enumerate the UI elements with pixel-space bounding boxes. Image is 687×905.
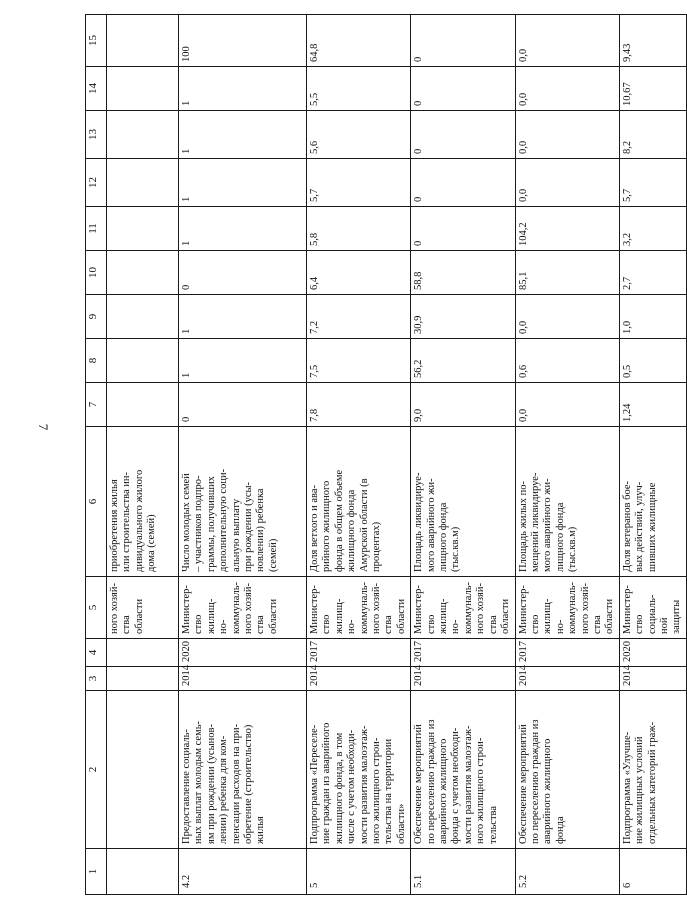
table-cell: 56,2 [411,339,515,383]
table-cell: Министер- ство жилищ- но- коммуналь- ного хозяй- ства области [411,577,515,639]
table-cell: 0,0 [515,15,619,67]
table-cell: Подпрограмма «Переселе- ние граждан из аварийного жилищного фонда, в том числе с учетом необходи- мости развития малоэтаж- ного жилищного строи- тельства на территории области» [307,691,411,849]
table-cell: 2014 [179,667,307,691]
table-cell: 0,0 [515,383,619,427]
column-number-cell: 15 [86,15,107,67]
table-cell: 7,5 [307,339,411,383]
table-cell: 0,5 [619,339,686,383]
table-cell: Министер- ство социаль- ной защиты [619,577,686,639]
table-cell: 9,0 [411,383,515,427]
table-cell: 64,8 [307,15,411,67]
table-cell: 0 [411,15,515,67]
table-cell: 5,6 [307,111,411,159]
table-cell: 1 [179,111,307,159]
table-cell [107,691,179,849]
table-cell: 5.1 [411,849,515,895]
table-cell: 2014 [411,667,515,691]
table-cell: 0 [179,251,307,295]
table-cell: приобретения жилья или строительства ин- дивидуального жилого дома (семей) [107,427,179,577]
rotated-table-viewport [85,15,683,895]
column-number-cell: 3 [86,667,107,691]
table-cell: 0 [411,159,515,207]
table-cell: 4.2 [179,849,307,895]
table-cell: 9,43 [619,15,686,67]
table-cell: Предоставление социаль- ных выплат молодым семь- ям при рождении (усынов- лении) ребенка для ком- пенсации расходов на при- обретение (строительство) жилья [179,691,307,849]
table-cell: 100 [179,15,307,67]
table-cell: 1 [179,295,307,339]
table-cell: 0,0 [515,295,619,339]
table-cell: 1 [179,159,307,207]
program-indicators-table [85,14,687,895]
table-row [515,15,619,895]
column-number-cell: 2 [86,691,107,849]
column-number-cell: 9 [86,295,107,339]
table-cell: 5 [307,849,411,895]
table-cell [107,67,179,111]
table-cell [107,295,179,339]
table-row [107,15,179,895]
table-cell: Площадь жилых по- мещений ликвидируе- мого аварийного жи- лищного фонда (тыс.кв.м) [515,427,619,577]
table-cell: Площадь ликвидируе- мого аварийного жи- лищного фонда (тыс.кв.м) [411,427,515,577]
table-cell: 7,8 [307,383,411,427]
table-cell: 5,8 [307,207,411,251]
table-cell: Число молодых семей – участников подпро- граммы, получивших дополнительную соци- альную выплату при рождении (усы- новлении) ребенка (семей) [179,427,307,577]
table-cell: 1,24 [619,383,686,427]
table-cell: 6,4 [307,251,411,295]
table-cell [107,251,179,295]
table-cell: 2014 [619,667,686,691]
column-number-cell: 10 [86,251,107,295]
column-number-cell: 6 [86,427,107,577]
table-row [619,15,686,895]
table-cell: 5,7 [619,159,686,207]
table-cell: Доля ветхого и ава- рийного жилищного фонда в общем объеме жилищного фонда Амурской области (в процентах) [307,427,411,577]
table-cell: 0,0 [515,111,619,159]
table-cell: Подпрограмма «Улучше- ние жилищных условий отдельных категорий граж- [619,691,686,849]
table-row [307,15,411,895]
table-cell [107,639,179,667]
column-number-cell: 4 [86,639,107,667]
table-cell: 1,0 [619,295,686,339]
table-cell: 3,2 [619,207,686,251]
table-cell: 30,9 [411,295,515,339]
table-cell [107,849,179,895]
table-cell [107,15,179,67]
table-cell: Обеспечение мероприятий по переселению граждан из аварийного жилищного фонда [515,691,619,849]
table-cell [107,383,179,427]
table-row [179,15,307,895]
table-cell [107,159,179,207]
table-cell: 1 [179,207,307,251]
table-cell: Министер- ство жилищ- но- коммуналь- ного хозяй- ства области [307,577,411,639]
table-cell: 58,8 [411,251,515,295]
table-cell: 2020 [619,639,686,667]
table-cell: 85,1 [515,251,619,295]
table-cell: Доля ветеранов бое- вых действий, улуч- шивших жилищные [619,427,686,577]
table-cell: 0 [179,383,307,427]
table-cell: 2014 [515,667,619,691]
table-cell: 2017 [307,639,411,667]
table-cell: 0 [411,207,515,251]
column-number-cell: 13 [86,111,107,159]
table-cell: 1 [179,339,307,383]
column-number-cell: 1 [86,849,107,895]
table-cell: 0 [411,67,515,111]
table-cell: 7,2 [307,295,411,339]
table-cell [107,667,179,691]
column-number-cell: 14 [86,67,107,111]
table-cell: 1 [179,67,307,111]
table-cell: 0,0 [515,159,619,207]
table-cell: 0 [411,111,515,159]
table-cell: 5,7 [307,159,411,207]
table-cell: 2017 [411,639,515,667]
table-cell: Министер- ство жилищ- но- коммуналь- ного хозяй- ства области [179,577,307,639]
column-number-cell: 11 [86,207,107,251]
table-cell: 2020 [179,639,307,667]
table-cell: 0,6 [515,339,619,383]
table-cell: 2017 [515,639,619,667]
table-cell: 104,2 [515,207,619,251]
table-header-row [86,15,107,895]
table-cell [107,207,179,251]
table-cell [107,339,179,383]
page-number: 7 [36,423,51,431]
table-cell: 2,7 [619,251,686,295]
table-cell: ного хозяй- ства области [107,577,179,639]
table-cell: 5,5 [307,67,411,111]
table-cell: 6 [619,849,686,895]
column-number-cell: 12 [86,159,107,207]
table-cell: Обеспечение мероприятий по переселению граждан из аварийного жилищного фонда с учетом необходи- мости развития малоэтаж- ного жилищного строи- тельства [411,691,515,849]
column-number-cell: 5 [86,577,107,639]
column-number-cell: 7 [86,383,107,427]
table-cell: 8,2 [619,111,686,159]
table-cell: 10,67 [619,67,686,111]
column-number-cell: 8 [86,339,107,383]
table-cell: Министер- ство жилищ- но- коммуналь- ного хозяй- ства области [515,577,619,639]
table-cell [107,111,179,159]
table-cell: 0,0 [515,67,619,111]
table-cell: 5.2 [515,849,619,895]
table-row [411,15,515,895]
table-cell: 2014 [307,667,411,691]
